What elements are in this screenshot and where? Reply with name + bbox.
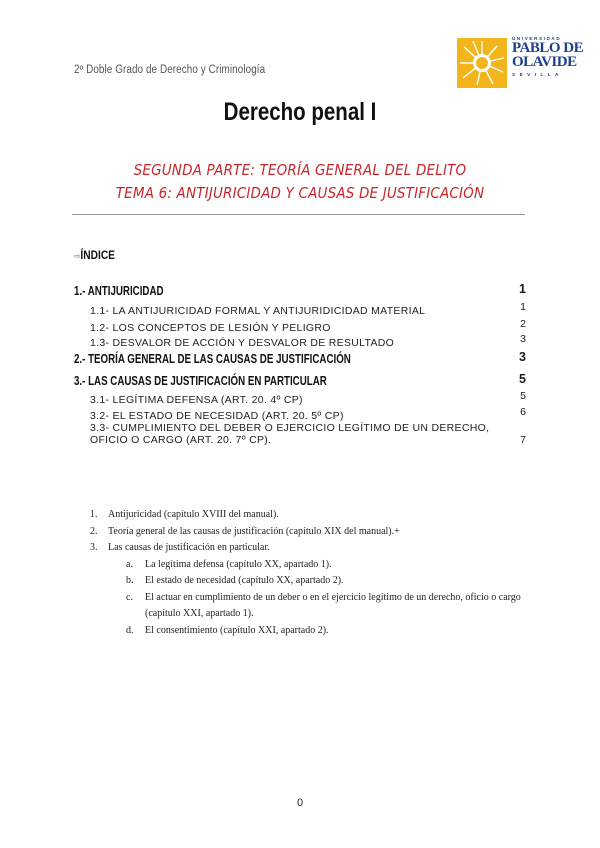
- toc-entry-label: 3.- LAS CAUSAS DE JUSTIFICACIÓN EN PARTICULAR: [74, 374, 327, 388]
- toc-entry-label: 3.1- LEGÍTIMA DEFENSA (ART. 20. 4º CP): [90, 394, 303, 406]
- logo-bottom-text: SEVILLA: [512, 72, 563, 77]
- list-subitem: [90, 557, 530, 574]
- logo-name-line2: OLAVIDE: [512, 54, 577, 70]
- logo-name-line1: PABLO DE: [512, 40, 584, 56]
- sun-emblem-icon: [457, 38, 507, 88]
- toc-entry-label: 1.3- DESVALOR DE ACCIÓN Y DESVALOR DE RESULTADO: [90, 337, 395, 349]
- list-item-number: 3.: [90, 542, 98, 553]
- toc-entry-page: 3: [519, 350, 526, 364]
- list-item: [90, 540, 530, 557]
- list-subitem-letter: c.: [126, 591, 133, 603]
- list-item-text: Las causas de justificación en particular.: [108, 542, 270, 553]
- heading-divider: [72, 214, 525, 215]
- arrow-icon: ⇨: [74, 251, 81, 261]
- toc-entry-label-line2: OFICIO O CARGO (ART. 20. 7º CP).: [90, 434, 272, 446]
- toc-entry-label: 1.- ANTIJURICIDAD: [74, 284, 164, 298]
- list-item-text: Antijuricidad (capítulo XVIII del manual).: [108, 509, 279, 520]
- list-subitem: [90, 623, 530, 640]
- list-subitem-text: El consentimiento (capítulo XXI, apartado 2).: [145, 624, 329, 636]
- list-item-number: 1.: [90, 509, 98, 520]
- toc-entry-3-3[interactable]: [90, 422, 526, 446]
- topic-heading: TEMA 6: ANTIJURICIDAD Y CAUSAS DE JUSTIFICACIÓN: [115, 184, 485, 202]
- toc-entry-label: 1.2- LOS CONCEPTOS DE LESIÓN Y PELIGRO: [90, 322, 331, 334]
- toc-entry-page: 7: [520, 434, 526, 446]
- list-subitem-text: El actuar en cumplimiento de un deber o en el ejercicio legítimo de un derecho, oficio o cargo (capítulo XXI, apartado 1).: [145, 591, 521, 619]
- toc-entry-1-3[interactable]: [90, 333, 526, 351]
- list-item: [90, 524, 530, 541]
- list-subitem-letter: d.: [126, 624, 134, 636]
- document-title: Derecho penal I: [223, 98, 377, 126]
- toc-heading-label: ÍNDICE: [80, 248, 115, 262]
- toc-entry-2[interactable]: [74, 350, 526, 368]
- list-subitem-letter: b.: [126, 575, 134, 586]
- toc-entry-page: 5: [520, 390, 526, 402]
- list-subitem-letter: a.: [126, 558, 133, 570]
- toc-entry-1-1[interactable]: [90, 301, 526, 319]
- list-item-number: 2.: [90, 525, 98, 537]
- toc-entry-page: 2: [520, 318, 526, 330]
- course-subtitle: 2º Doble Grado de Derecho y Criminología: [74, 64, 266, 76]
- toc-entry-page: 3: [520, 333, 526, 345]
- toc-entry-page: 1: [519, 282, 526, 296]
- page-number: 0: [296, 797, 304, 809]
- toc-entry-page: 1: [520, 301, 526, 313]
- toc-entry-page: 6: [520, 406, 526, 418]
- toc-entry-label: 1.1- LA ANTIJURICIDAD FORMAL Y ANTIJURIDICIDAD MATERIAL: [90, 305, 426, 317]
- toc-entry-label-line1: 3.3- CUMPLIMIENTO DEL DEBER O EJERCICIO LEGÍTIMO DE UN DERECHO,: [90, 422, 490, 434]
- toc-entry-page: 5: [519, 372, 526, 386]
- list-subitem-text: La legítima defensa (capítulo XX, apartado 1).: [145, 558, 332, 570]
- logo-top-text: UNIVERSIDAD: [512, 36, 562, 41]
- toc-entry-label: 3.2- EL ESTADO DE NECESIDAD (ART. 20. 5º CP): [90, 410, 344, 422]
- toc-entry-3[interactable]: [74, 372, 526, 390]
- list-item-text: Teoría general de las causas de justificación (capítulo XIX del manual).+: [108, 525, 400, 537]
- topic-outline: [90, 507, 530, 639]
- toc-entry-label: 2.- TEORÍA GENERAL DE LAS CAUSAS DE JUSTIFICACIÓN: [74, 352, 351, 366]
- list-subitem: [90, 573, 530, 590]
- university-logo: [457, 36, 585, 92]
- toc-entry-1[interactable]: [74, 282, 526, 300]
- list-subitem: [90, 590, 530, 623]
- toc-heading: [74, 248, 115, 262]
- list-item: [90, 507, 530, 524]
- list-subitem-text: El estado de necesidad (capítulo XX, apartado 2).: [145, 575, 344, 586]
- part-heading: SEGUNDA PARTE: TEORÍA GENERAL DEL DELITO: [133, 161, 467, 179]
